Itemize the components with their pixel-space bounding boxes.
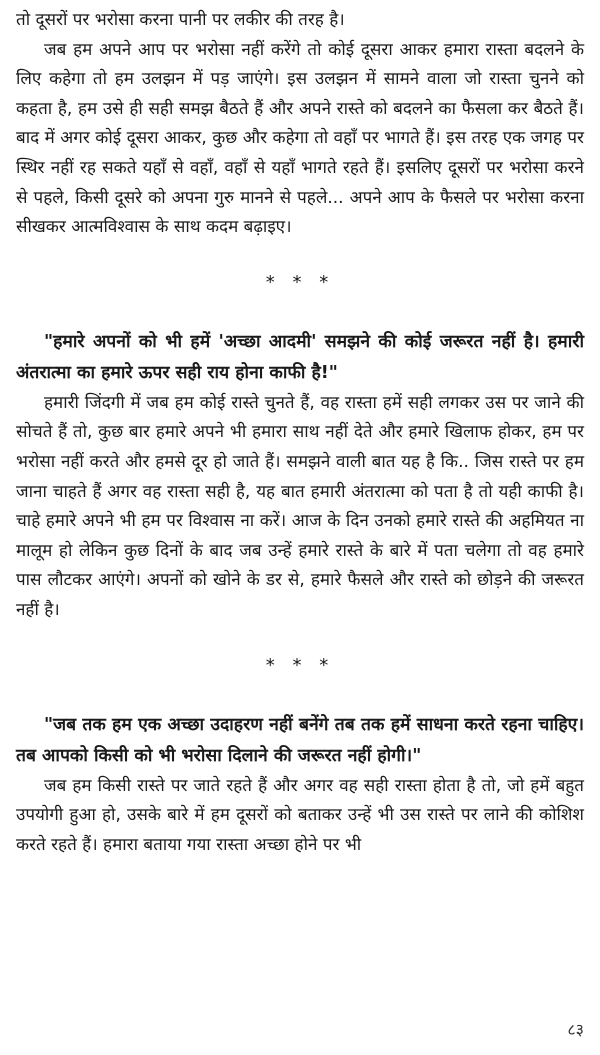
section-separator: * * * [265, 271, 335, 293]
paragraph-continuation: तो दूसरों पर भरोसा करना पानी पर लकीर की तरह है। [16, 10, 345, 30]
book-page [16, 6, 584, 860]
page-number: ८३ [567, 1020, 584, 1039]
quote-heading-good-example: "जब तक हम एक अच्छा उदाहरण नहीं बनेंगे तब तक हमें साधना करते रहना चाहिए। तब आपको किसी को भी भरोसा दिलाने की जरूरत नहीं होगी।" [16, 714, 584, 766]
paragraph-good-example: जब हम किसी रास्ते पर जाते रहते हैं और अगर वह सही रास्ता होता है तो, जो हमें बहुत उपयोगी हुआ हो, उसके बारे में हम दूसरों को बताकर उन्हें भी उस रास्ते पर लाने की कोशिश करते रहते हैं। हमारा बताया गया रास्ता अच्छा होने पर भी [16, 775, 584, 855]
paragraph-self-trust: जब हम अपने आप पर भरोसा नहीं करेंगे तो कोई दूसरा आकर हमारा रास्ता बदलने के लिए कहेगा तो हम उलझन में पड़ जाएंगे। इस उलझन में सामने वाला जो रास्ता चुनने को कहता है, हम उसे ही सही समझ बैठते हैं और अपने रास्ते को बदलने का फैसला कर बैठते हैं। बाद में अगर कोई दूसरा आकर, कुछ और कहेगा तो वहाँ पर भागते हैं। इस तरह एक जगह पर स्थिर नहीं रह सकते यहाँ से वहाँ, वहाँ से यहाँ भागते रहते हैं। इसलिए दूसरों पर भरोसा करने से पहले, किसी दूसरे को अपना गुरु मानने से पहले... अपने आप के फैसले पर भरोसा करना सीखकर आत्मविश्वास के साथ कदम बढ़ाइए। [16, 39, 584, 238]
paragraph-inner-conscience: हमारी जिंदगी में जब हम कोई रास्ते चुनते हैं, वह रास्ता हमें सही लगकर उस पर जाने की सोचते हैं तो, कुछ बार हमारे अपने भी हमारा साथ नहीं देते और हमारे खिलाफ होकर, हम पर भरोसा नहीं करते और हमसे दूर हो जाते हैं। समझने वाली बात यह है कि.. जिस रास्ते पर हम जाना चाहते हैं अगर वह रास्ता सही है, यह बात हमारी अंतरात्मा को पता है तो यही काफी है। चाहे हमारे अपने भी हम पर विश्वास ना करें। आज के दिन उनको हमारे रास्ते की अहमियत ना मालूम हो लेकिन कुछ दिनों के बाद जब उन्हें हमारे रास्ते के बारे में पता चलेगा तो वह हमारे पास लौटकर आएंगे। अपनों को खोने के डर से, हमारे फैसले और रास्ते को छोड़ने की जरूरत नहीं है। [16, 392, 584, 620]
section-separator: * * * [265, 654, 335, 676]
quote-heading-inner-conscience: "हमारे अपनों को भी हमें 'अच्छा आदमी' समझने की कोई जरूरत नहीं है। हमारी अंतरात्मा का हमारे ऊपर सही राय होना काफी है!" [16, 331, 584, 383]
